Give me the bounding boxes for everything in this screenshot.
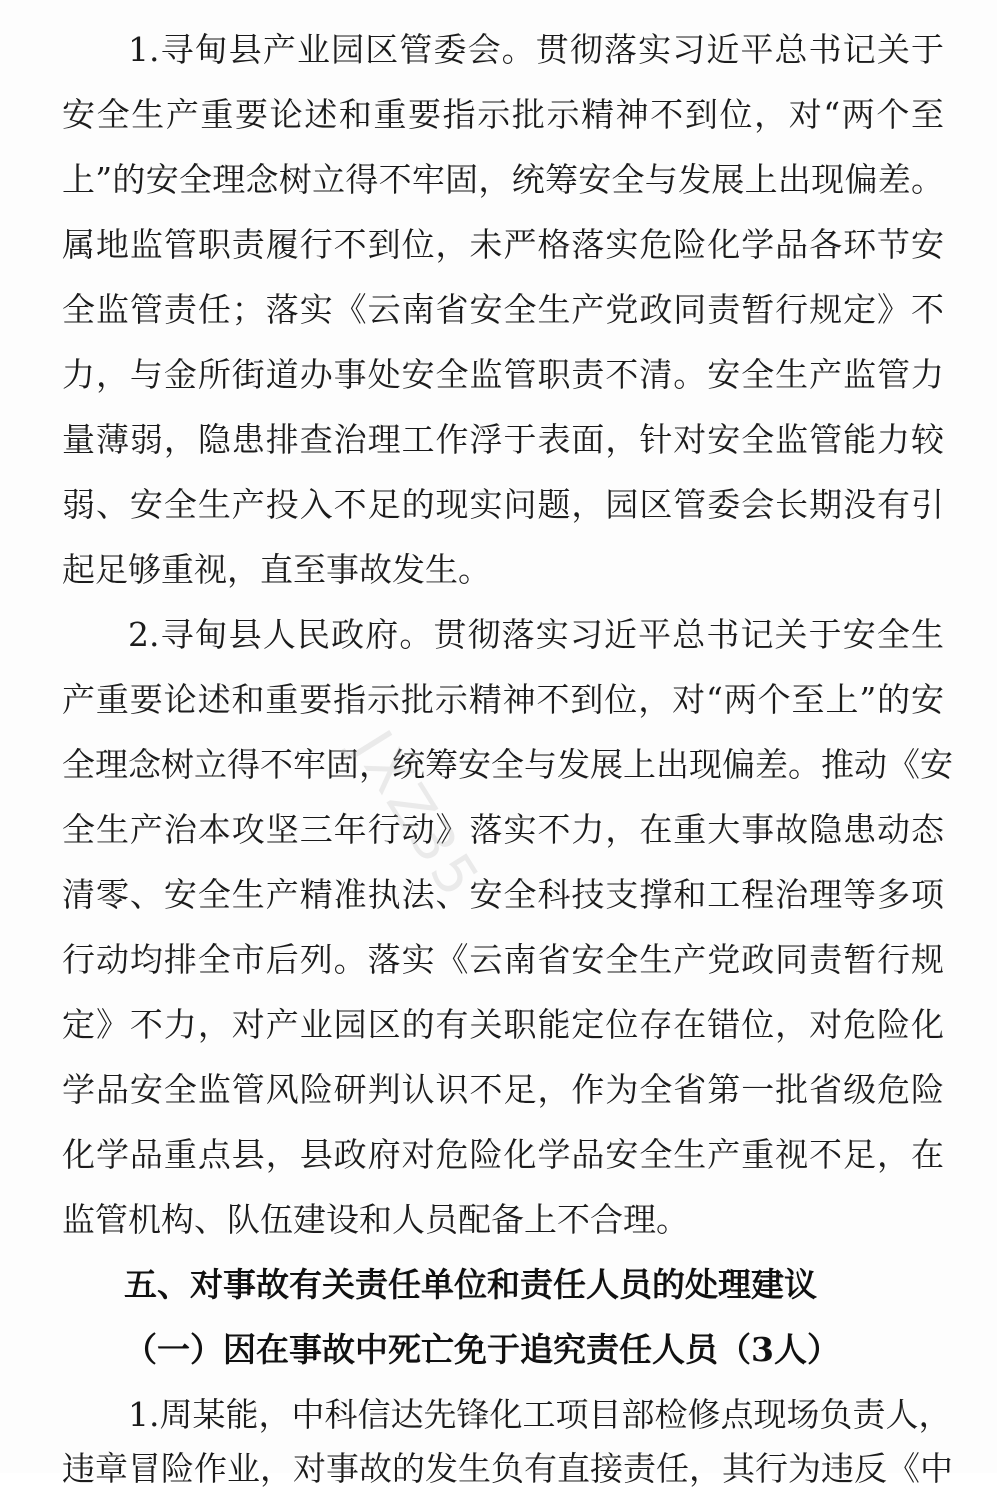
text-line: 定》不力，对产业园区的有关职能定位存在错位，对危险化 — [62, 1005, 944, 1044]
text-line: 清零、安全生产精准执法、安全科技支撑和工程治理等多项 — [62, 875, 944, 914]
text-line: 安全生产重要论述和重要指示批示精神不到位，对“两个至 — [62, 95, 944, 134]
text-line: 全监管责任；落实《云南省安全生产党政同责暂行规定》不 — [62, 290, 944, 329]
text-line: 1.周某能，中科信达先锋化工项目部检修点现场负责人， — [128, 1395, 952, 1434]
text-line: 产重要论述和重要指示批示精神不到位，对“两个至上”的安 — [62, 680, 944, 719]
text-line: 2.寻甸县人民政府。贯彻落实习近平总书记关于安全生 — [128, 615, 944, 654]
text-line: 行动均排全市后列。落实《云南省安全生产党政同责暂行规 — [62, 940, 944, 979]
text-line: 监管机构、队伍建设和人员配备上不合理。 — [62, 1200, 689, 1239]
watermark: JXZ35 — [339, 720, 493, 911]
subsection-heading: （一）因在事故中死亡免于追究责任人员（3人） — [124, 1330, 840, 1369]
text-line: 属地监管职责履行不到位，未严格落实危险化学品各环节安 — [62, 225, 944, 264]
section-heading: 五、对事故有关责任单位和责任人员的处理建议 — [124, 1265, 817, 1304]
text-line: 全理念树立得不牢固，统筹安全与发展上出现偏差。推动《安 — [62, 745, 953, 784]
text-line: 起足够重视，直至事故发生。 — [62, 550, 491, 589]
text-line: 力，与金所街道办事处安全监管职责不清。安全生产监管力 — [62, 355, 944, 394]
text-line: 量薄弱，隐患排查治理工作浮于表面，针对安全监管能力较 — [62, 420, 944, 459]
text-line: 违章冒险作业，对事故的发生负有直接责任，其行为违反《中 — [62, 1449, 953, 1488]
text-line: 1.寻甸县产业园区管委会。贯彻落实习近平总书记关于 — [128, 30, 944, 69]
text-line: 学品安全监管风险研判认识不足，作为全省第一批省级危险 — [62, 1070, 944, 1109]
text-line: 弱、安全生产投入不足的现实问题，园区管委会长期没有引 — [62, 485, 944, 524]
text-line: 全生产治本攻坚三年行动》落实不力，在重大事故隐患动态 — [62, 810, 944, 849]
text-line: 化学品重点县，县政府对危险化学品安全生产重视不足，在 — [62, 1135, 944, 1174]
text-line: 上”的安全理念树立得不牢固，统筹安全与发展上出现偏差。 — [62, 160, 944, 199]
